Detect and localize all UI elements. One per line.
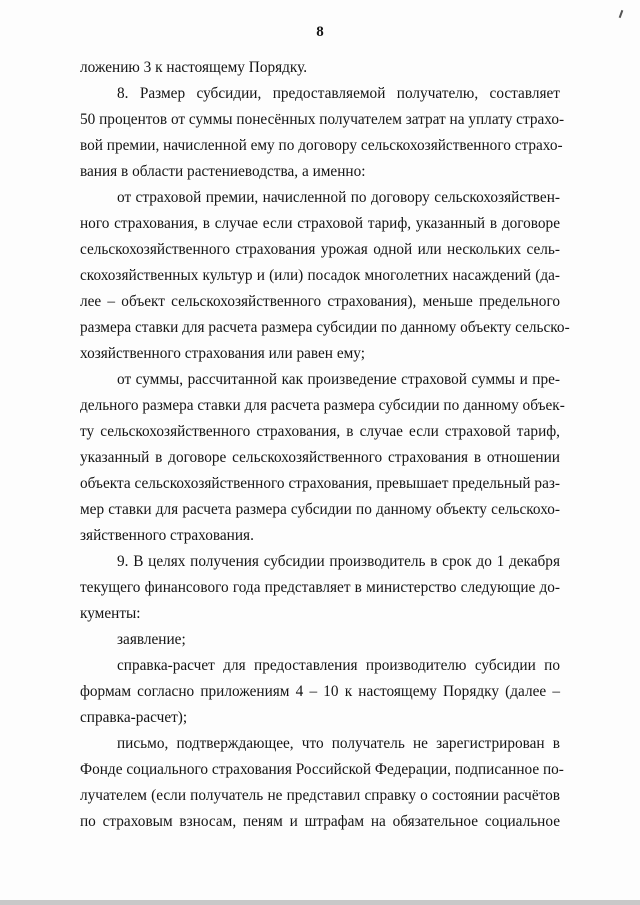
text-line: ложению 3 к настоящему Порядку. (80, 59, 308, 76)
scan-mark (619, 10, 624, 18)
text-line: по страховым взносам, пеням и штрафам на обязательное социальное (80, 813, 560, 830)
text-line: 8. Размер субсидии, предоставляемой получателю, составляет (117, 85, 560, 102)
text-line: ного страхования, в случае если страховой тариф, указанный в договоре (80, 215, 560, 232)
text-line: формам согласно приложениям 4 – 10 к настоящему Порядку (далее – (80, 683, 560, 700)
text-line: лучателем (если получатель не представил справку о состоянии расчётов (80, 787, 560, 804)
scan-bottom-edge (0, 900, 640, 905)
text-line: Фонде социального страхования Российской Федерации, подписанное по- (80, 761, 564, 778)
text-line: зяйственного страхования. (80, 527, 254, 544)
text-line: мер ставки для расчета размера субсидии по данному объекту сельскохо- (80, 501, 560, 518)
text-line: 9. В целях получения субсидии производитель в срок до 1 декабря (117, 553, 560, 570)
text-line: текущего финансового года представляет в министерство следующие до- (80, 579, 560, 596)
text-line: размера ставки для расчета размера субсидии по данному объекту сельско- (80, 319, 570, 336)
text-line: справка-расчет для предоставления производителю субсидии по (117, 657, 560, 674)
text-line: от страховой премии, начисленной по договору сельскохозяйствен- (117, 189, 560, 206)
text-line: справка-расчет); (80, 709, 188, 726)
text-line: письмо, подтверждающее, что получатель не зарегистрирован в (117, 735, 560, 752)
text-line: от суммы, рассчитанной как произведение страховой суммы и пре- (117, 371, 560, 388)
text-line: вания в области растениеводства, а именно: (80, 163, 366, 180)
text-line: дельного размера ставки для расчета размера субсидии по данному объек- (80, 397, 565, 414)
text-line: указанный в договоре сельскохозяйственного страхования в отношении (80, 449, 560, 466)
text-line: 50 процентов от суммы понесённых получателем затрат на уплату страхо- (80, 111, 565, 128)
text-line: скохозяйственных культур и (или) посадок многолетних насаждений (да- (80, 267, 560, 284)
text-line: вой премии, начисленной ему по договору сельскохозяйственного страхо- (80, 137, 563, 154)
text-line: сельскохозяйственного страхования урожая одной или нескольких сель- (80, 241, 560, 258)
text-line: лее – объект сельскохозяйственного страхования), меньше предельного (80, 293, 560, 310)
text-line: ту сельскохозяйственного страхования, в случае если страховой тариф, (80, 423, 560, 440)
page-number: 8 (316, 24, 324, 40)
text-line: заявление; (117, 631, 186, 648)
text-line: хозяйственного страхования или равен ему; (80, 345, 365, 362)
text-line: объекта сельскохозяйственного страхования, превышает предельный раз- (80, 475, 560, 492)
text-line: кументы: (80, 605, 141, 622)
